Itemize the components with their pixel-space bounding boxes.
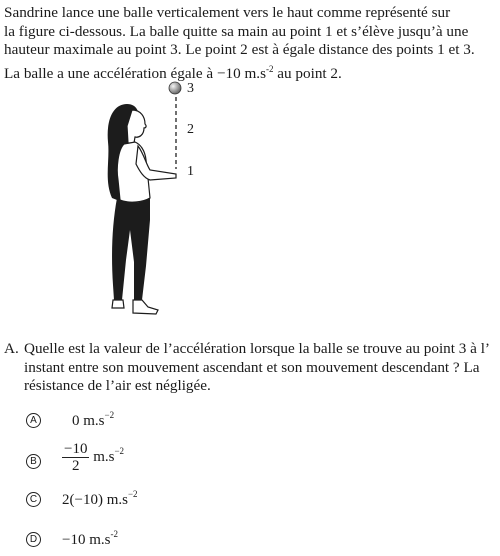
intro-line-3: hauteur maximale au point 3. Le point 2 est à égale distance des points 1 et 3.: [4, 41, 475, 59]
choice-b-numerator: −10: [64, 441, 88, 457]
choice-d-exp: -2: [110, 528, 118, 539]
choice-a-bubble[interactable]: A: [26, 413, 41, 428]
question-a: [4, 340, 498, 396]
choice-d[interactable]: [26, 524, 118, 554]
intro-line-1: Sandrine lance une balle verticalement vers le haut comme représenté sur: [4, 4, 451, 21]
ball: [169, 82, 181, 94]
choice-c-value: [62, 490, 138, 509]
choice-d-value: [62, 530, 118, 549]
choice-a-value: [72, 411, 114, 430]
illustration: [0, 80, 500, 335]
point-2-label: 2: [187, 122, 194, 137]
choice-c-text: 2(−10) m.s: [62, 491, 128, 508]
intro-line-2: la figure ci-dessous. La balle quitte sa main au point 1 et s’élève jusqu’à une: [4, 22, 469, 40]
figure-girl-throwing-ball: [0, 80, 500, 335]
choice-b-exp: −2: [114, 445, 125, 456]
pants: [112, 198, 150, 300]
intro-line-4-text: La balle a une accélération égale à −10 m.s: [4, 64, 266, 82]
choice-c-exp: −2: [127, 488, 138, 499]
choice-a[interactable]: [26, 405, 115, 435]
choice-b-denominator: 2: [71, 458, 80, 474]
intro-line-4-end: au point 2.: [273, 64, 342, 82]
choice-d-text: −10 m.s: [62, 531, 111, 548]
choice-d-bubble[interactable]: D: [26, 532, 41, 547]
left-shoe: [112, 300, 124, 308]
point-1-label: 1: [187, 164, 194, 179]
choice-b[interactable]: [26, 441, 125, 476]
right-shoe: [133, 300, 158, 314]
question-letter: A.: [4, 340, 19, 357]
question-text: Quelle est la valeur de l’accélération lorsque la balle se trouve au point 3 à l’ instant entre son mouvement ascendant et son mouvement descendant ? La résistance de l’air est négligée.: [24, 340, 489, 395]
choice-b-fraction: [62, 441, 89, 474]
point-3-label: 3: [187, 81, 194, 96]
intro-exponent: -2: [265, 63, 274, 74]
choice-a-exp: −2: [104, 409, 115, 420]
face: [127, 110, 146, 143]
choice-c-bubble[interactable]: C: [26, 492, 41, 507]
problem-statement: [4, 4, 498, 83]
choice-b-bubble[interactable]: B: [26, 454, 41, 469]
choice-a-text: 0 m.s: [72, 412, 105, 429]
choice-b-unit: m.s: [89, 448, 115, 465]
choice-b-value: [62, 441, 124, 474]
choice-c[interactable]: [26, 484, 138, 514]
